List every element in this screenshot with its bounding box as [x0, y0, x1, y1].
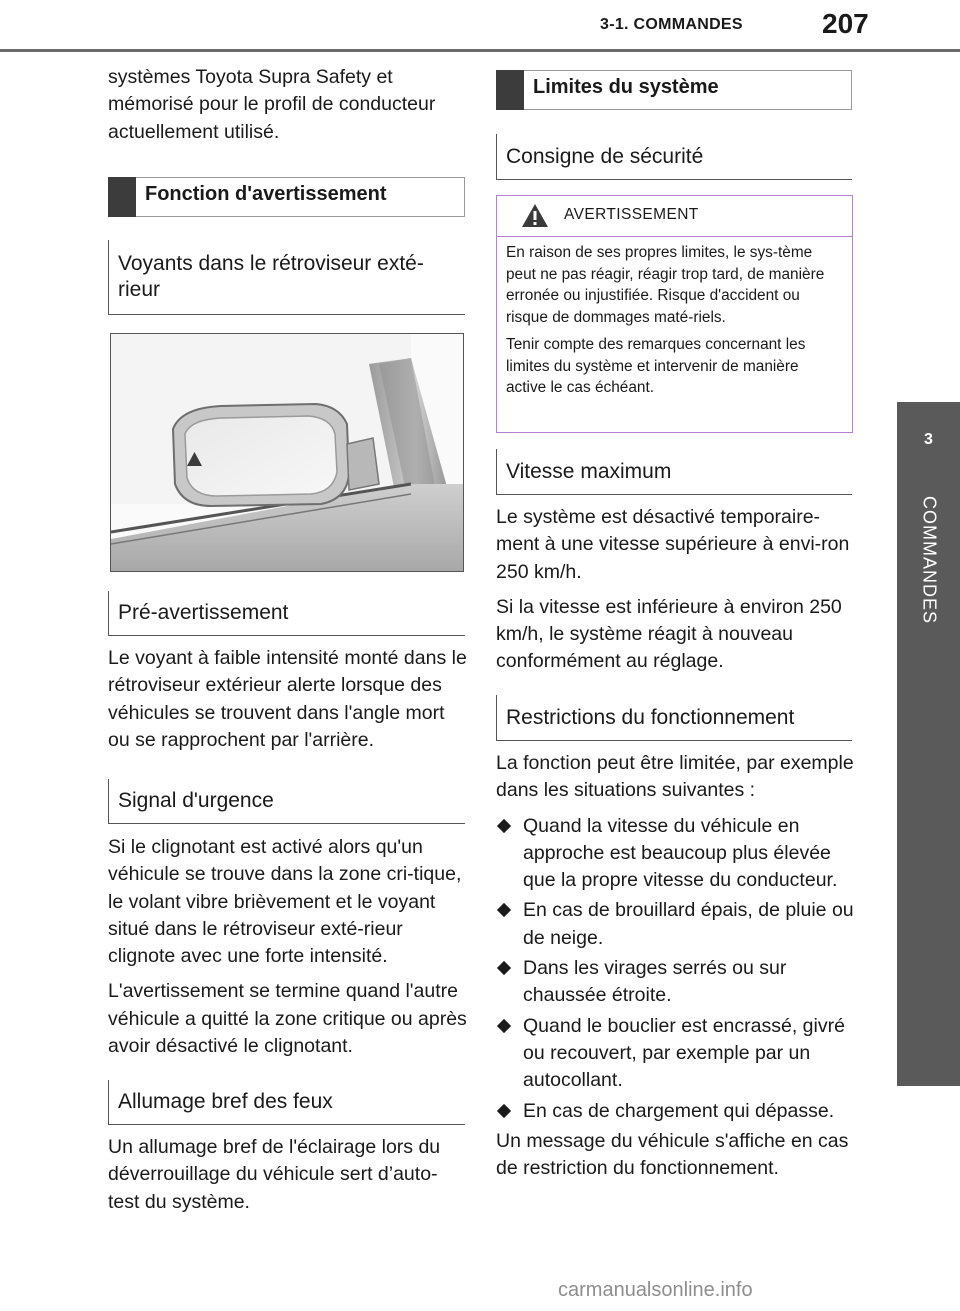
subheading-text: Voyants dans le rétroviseur exté-rieur: [118, 252, 424, 301]
mirror-illustration: [110, 333, 464, 572]
list-item: Quand la vitesse du véhicule en approche est beaucoup plus élevée que la propre vitesse du conducteur.: [496, 813, 856, 895]
subheading-text: Consigne de sécurité: [506, 145, 704, 168]
warning-triangle-icon: [521, 203, 549, 228]
max-speed-text-2: Si la vitesse est inférieure à environ 250 km/h, le système réagit à nouveau conformément au réglage.: [496, 595, 842, 673]
warning-body: [506, 242, 841, 405]
restrictions-list: [496, 813, 856, 1125]
restrictions-section: [496, 750, 856, 1182]
list-item: En cas de chargement qui dépasse.: [496, 1098, 856, 1125]
bullet-diamond-icon: [497, 961, 511, 975]
chapter-label: COMMANDES: [919, 495, 940, 625]
subheading-text: Vitesse maximum: [506, 460, 672, 483]
subheading-text: Allumage bref des feux: [118, 1090, 333, 1113]
heading-text: Fonction d'avertissement: [145, 183, 387, 205]
warning-title: AVERTISSEMENT: [564, 206, 699, 223]
subheading-restrictions: [496, 695, 852, 741]
max-speed-text-1: Le système est désactivé temporaire-ment à une vitesse supérieure à envi-ron 250 km/h.: [496, 506, 850, 583]
subheading-brief-lights: [108, 1080, 465, 1125]
warning-text-1: En raison de ses propres limites, le sys-tème peut ne pas réagir, réagir trop tard, de manière erronée ou injustifiée. Risque d'accident ou risque de dommages maté-riels.: [506, 244, 825, 326]
subheading-safety: [496, 134, 852, 180]
emergency-text-2: L'avertissement se termine quand l'autre véhicule a quitté la zone critique ou après avoir désactivé le clignotant.: [108, 980, 467, 1058]
emergency-paragraphs: [108, 834, 468, 1060]
bullet-diamond-icon: [497, 1019, 511, 1033]
heading-warning-function: [108, 177, 465, 217]
heading-bar: [108, 177, 136, 217]
restrictions-intro: La fonction peut être limitée, par exemple dans les situations suivantes :: [496, 752, 854, 802]
subheading-text: Restrictions du fonctionnement: [506, 706, 795, 729]
subheading-mirror-lights: [108, 240, 465, 315]
subheading-text: Pré-avertissement: [118, 601, 289, 624]
heading-text: Limites du système: [533, 76, 719, 98]
heading-bar: [496, 70, 524, 110]
subheading-max-speed: [496, 449, 852, 495]
max-speed-paragraphs: [496, 504, 856, 676]
heading-limits: [496, 70, 852, 110]
section-title: 3-1. COMMANDES: [600, 16, 743, 33]
brief-lights-paragraph: Un allumage bref de l'éclairage lors du déverrouillage du véhicule sert d’auto-test du système.: [108, 1136, 441, 1213]
warning-box: [496, 195, 853, 433]
list-item: En cas de brouillard épais, de pluie ou de neige.: [496, 897, 856, 952]
watermark: carmanualsonline.info: [558, 1279, 753, 1301]
bullet-diamond-icon: [497, 819, 511, 833]
subheading-emergency: [108, 779, 465, 824]
emergency-text-1: Si le clignotant est activé alors qu'un véhicule se trouve dans la zone cri-tique, le volant vibre brièvement et le voyant situé dans le rétroviseur exté-rieur clignote avec une forte intensité.: [108, 836, 462, 968]
bullet-diamond-icon: [497, 1103, 511, 1117]
pre-warning-paragraph: Le voyant à faible intensité monté dans le rétroviseur extérieur alerte lorsque des véhicules se trouvent dans l'angle mort ou se rapprochent par l'arrière.: [108, 647, 467, 751]
warning-header: [497, 196, 852, 237]
subheading-text: Signal d'urgence: [118, 789, 274, 812]
subheading-pre-warning: [108, 591, 465, 636]
chapter-number: 3: [924, 431, 933, 448]
header-divider: [0, 49, 960, 52]
list-item: Quand le bouclier est encrassé, givré ou recouvert, par exemple par un autocollant.: [496, 1013, 856, 1095]
page-number: 207: [822, 8, 869, 39]
intro-paragraph: systèmes Toyota Supra Safety et mémorisé pour le profil de conducteur actuellement utilisé.: [108, 66, 436, 143]
warning-text-2: Tenir compte des remarques concernant les limites du système et intervenir de manière active le cas échéant.: [506, 336, 806, 396]
bullet-diamond-icon: [497, 903, 511, 917]
side-mirror-image: [111, 334, 463, 571]
restrictions-outro: Un message du véhicule s'affiche en cas de restriction du fonctionnement.: [496, 1129, 849, 1180]
list-item: Dans les virages serrés ou sur chaussée étroite.: [496, 955, 856, 1010]
